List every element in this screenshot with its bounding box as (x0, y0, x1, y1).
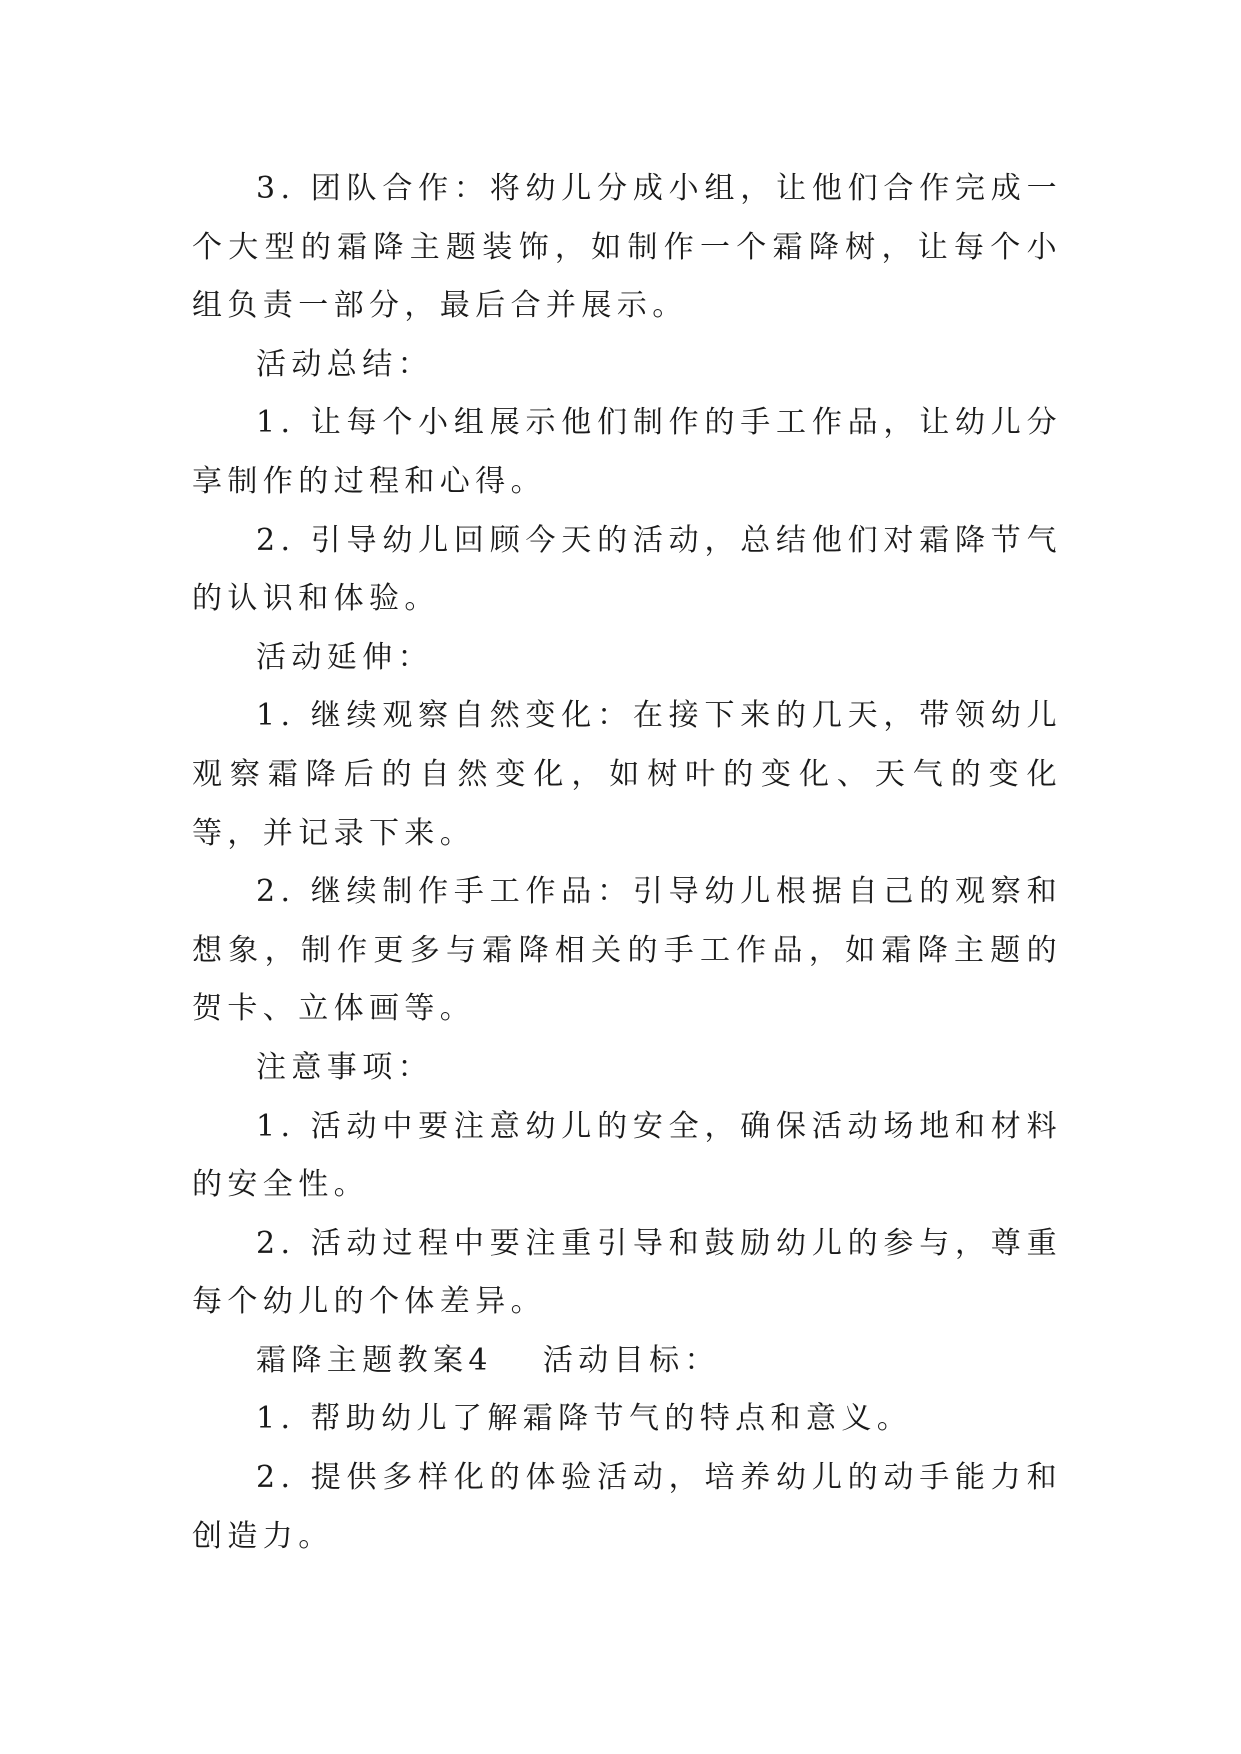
paragraph-summary-1: 1. 让每个小组展示他们制作的手工作品，让幼儿分享制作的过程和心得。 (192, 405, 1062, 499)
section-title-line (192, 1332, 1062, 1391)
paragraph-precaution-2: 2. 活动过程中要注重引导和鼓励幼儿的参与，尊重每个幼儿的个体差异。 (192, 1225, 1062, 1320)
paragraph-extension-2: 2. 继续制作手工作品：引导幼儿根据自己的观察和想象，制作更多与霜降相关的手工作品，如霜降主题的贺卡、立体画等。 (192, 874, 1062, 1027)
paragraph-team-cooperation: 3. 团队合作：将幼儿分成小组，让他们合作完成一个大型的霜降主题装饰，如制作一个霜降树，让每个小组负责一部分，最后合并展示。 (192, 171, 1062, 324)
document-body (192, 160, 1062, 1566)
heading-activity-extension: 活动延伸： (256, 639, 433, 675)
paragraph-extension-1: 1. 继续观察自然变化：在接下来的几天，带领幼儿观察霜降后的自然变化，如树叶的变化、天气的变化等，并记录下来。 (192, 698, 1062, 851)
heading-precautions: 注意事项： (256, 1049, 433, 1085)
section-title: 霜降主题教案4 (256, 1342, 493, 1378)
paragraph-precaution-1: 1. 活动中要注意幼儿的安全，确保活动场地和材料的安全性。 (192, 1108, 1062, 1203)
paragraph-summary-2: 2. 引导幼儿回顾今天的活动，总结他们对霜降节气的认识和体验。 (192, 522, 1062, 617)
paragraph-goal-2: 2. 提供多样化的体验活动，培养幼儿的动手能力和创造力。 (192, 1460, 1062, 1554)
heading-activity-summary: 活动总结： (256, 346, 433, 382)
section-heading-goals: 活动目标： (542, 1342, 720, 1378)
paragraph-goal-1: 1. 帮助幼儿了解霜降节气的特点和意义。 (256, 1401, 913, 1437)
